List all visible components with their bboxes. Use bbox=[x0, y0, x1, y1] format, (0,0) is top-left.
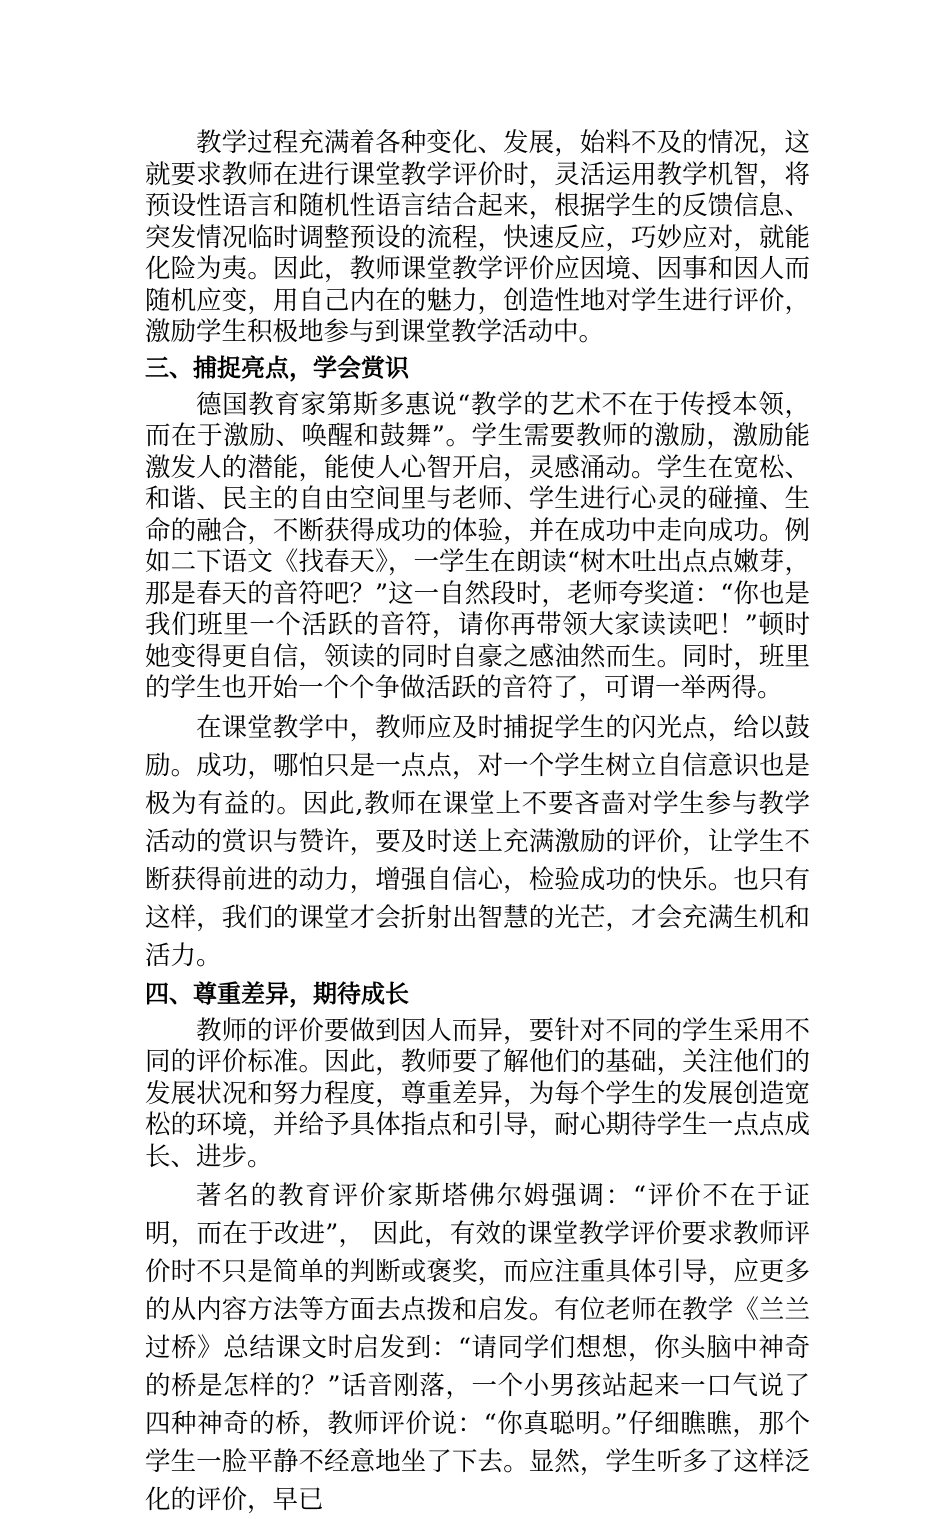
document-body bbox=[145, 128, 810, 1519]
paragraph-praise: 在课堂教学中，教师应及时捕捉学生的闪光点，给以鼓励。成功，哪怕只是一点点，对一个学生树立自信意识也是极为有益的。因此,教师在课堂上不要吝啬对学生参与教学活动的赏识与赞许，要及时送上充满激励的评价，让学生不断获得前进的动力，增强自信心，检验成功的快乐。也只有这样，我们的课堂才会折射出智慧的光芒，才会充满生机和活力。 bbox=[145, 712, 810, 971]
paragraph-teaching-wisdom: 教学过程充满着各种变化、发展，始料不及的情况，这就要求教师在进行课堂教学评价时，灵活运用教学机智，将预设性语言和随机性语言结合起来，根据学生的反馈信息、突发情况临时调整预设的流程，快速反应，巧妙应对，就能化险为夷。因此，教师课堂教学评价应因境、因事和因人而随机应变，用自己内在的魅力，创造性地对学生进行评价，激励学生积极地参与到课堂教学活动中。 bbox=[145, 128, 810, 347]
paragraph-evaluation-improvement: 著名的教育评价家斯塔佛尔姆强调：“评价不在于证明，而在于改进”， 因此，有效的课堂教学评价要求教师评价时不只是简单的判断或褒奖，而应注重具体引导，应更多的从内容方法等方面去点拨和启发。有位老师在教学《兰兰过桥》总结课文时启发到：“请同学们想想，你头脑中神奇的桥是怎样的？”话音刚落，一个小男孩站起来一口气说了四种神奇的桥，教师评价说：“你真聪明。”仔细瞧瞧，那个学生一脸平静不经意地坐了下去。显然，学生听多了这样泛化的评价，早已 bbox=[145, 1181, 810, 1515]
section-heading-3: 三、捕捉亮点，学会赏识 bbox=[145, 353, 409, 382]
section-heading-4: 四、尊重差异，期待成长 bbox=[145, 979, 409, 1008]
paragraph-encouragement: 德国教育家第斯多惠说“教学的艺术不在于传授本领，而在于激励、唤醒和鼓舞”。学生需要教师的激励，激励能激发人的潜能，能使人心智开启，灵感涌动。学生在宽松、和谐、民主的自由空间里与老师、学生进行心灵的碰撞、生命的融合，不断获得成功的体验，并在成功中走向成功。例如二下语文《找春天》，一学生在朗读“树木吐出点点嫩芽，那是春天的音符吧？”这一自然段时，老师夸奖道：“你也是我们班里一个活跃的音符，请你再带领大家读读吧！”顿时她变得更自信，领读的同时自豪之感油然而生。同时，班里的学生也开始一个个争做活跃的音符了，可谓一举两得。 bbox=[145, 389, 810, 703]
paragraph-differences: 教师的评价要做到因人而异，要针对不同的学生采用不同的评价标准。因此，教师要了解他们的基础，关注他们的发展状况和努力程度，尊重差异，为每个学生的发展创造宽松的环境，并给予具体指点和引导，耐心期待学生一点点成长、进步。 bbox=[145, 1015, 810, 1172]
